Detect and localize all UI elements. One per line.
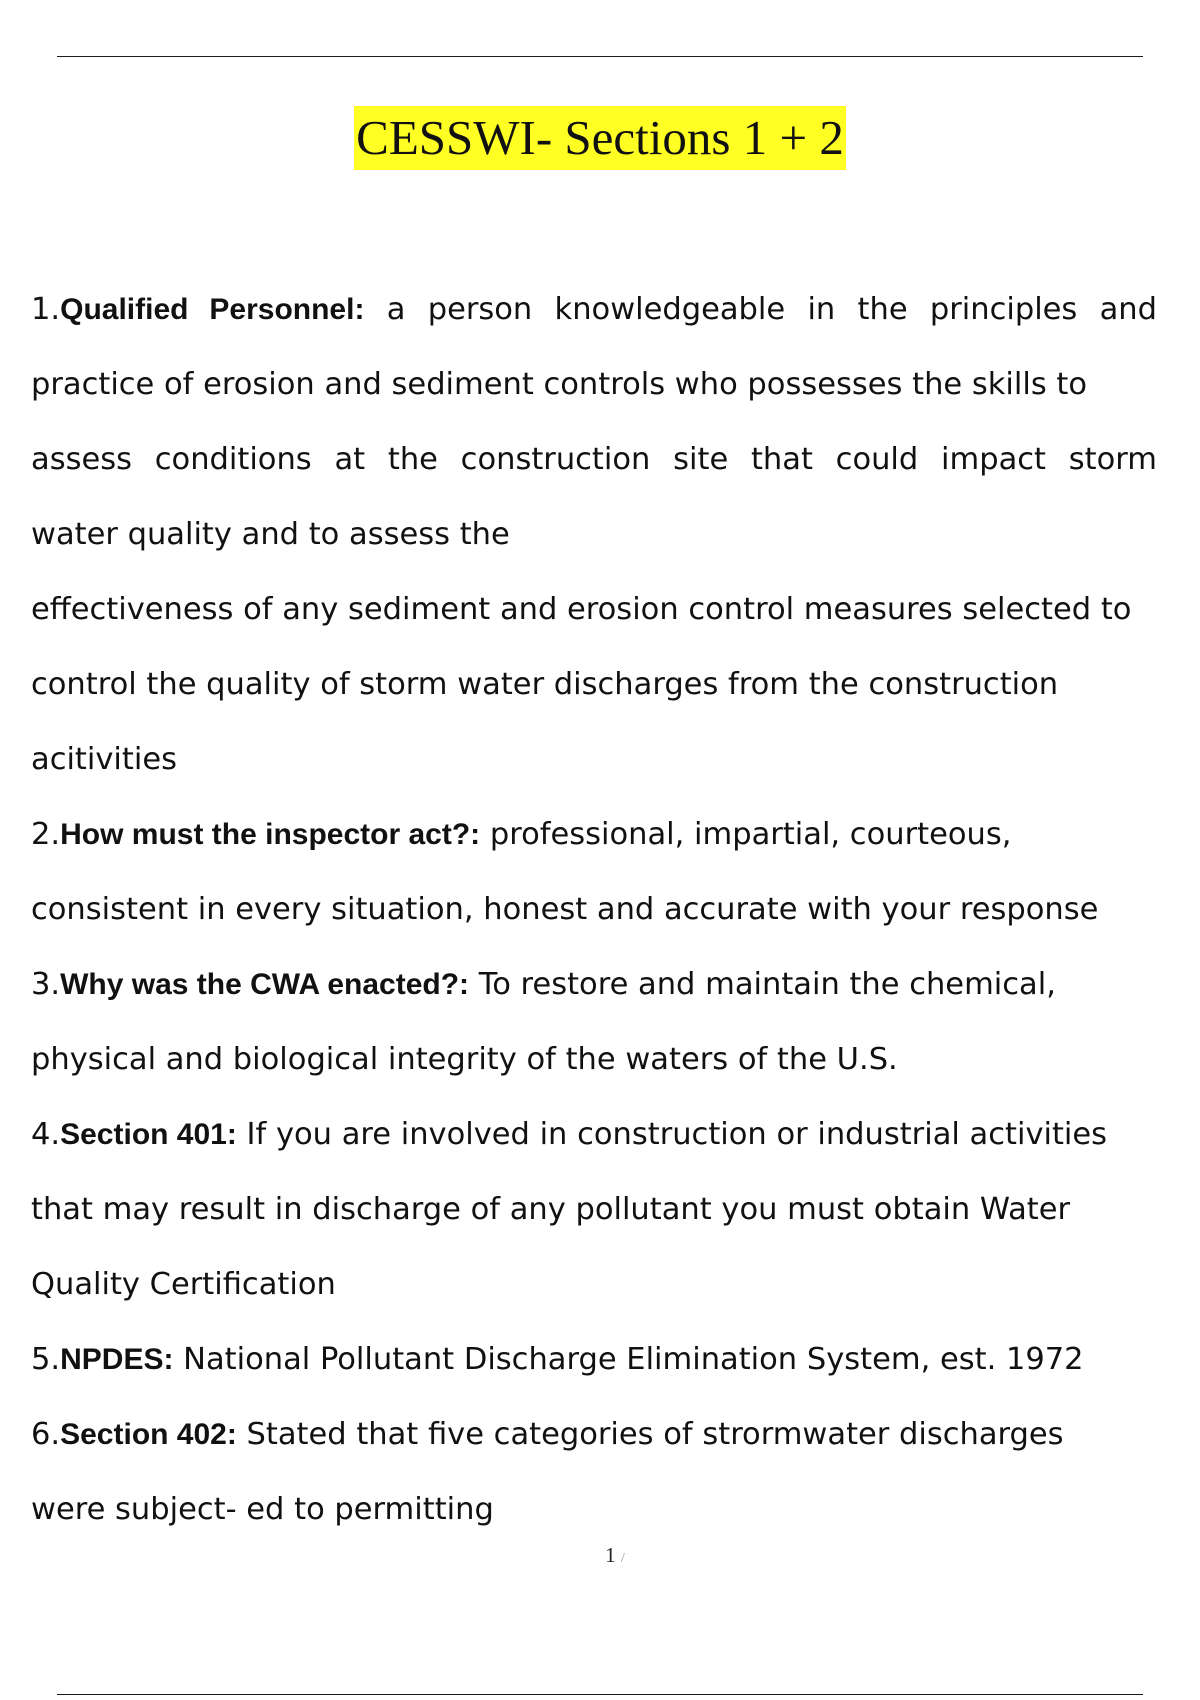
item-line: physical and biological integrity of the waters of the U.S. <box>31 1042 898 1077</box>
item-line <box>31 1397 1195 1472</box>
item-line <box>31 272 1157 347</box>
item-term: Why was the CWA enacted?: <box>60 968 470 1001</box>
item-line: practice of erosion and sediment controls who possesses the skills to <box>31 367 1088 402</box>
item-definition: National Pollutant Discharge Elimination System, est. 1972 <box>173 1342 1084 1377</box>
list-item <box>31 1322 1195 1397</box>
item-number: 6. <box>31 1417 61 1452</box>
item-line: were subject- ed to permitting <box>31 1492 494 1527</box>
item-definition: Stated that five categories of strormwater discharges <box>236 1417 1064 1452</box>
item-definition: To restore and maintain the chemical, <box>469 967 1056 1002</box>
item-line <box>31 1322 1195 1397</box>
document-title: CESSWI- Sections 1 + 2 <box>354 106 846 170</box>
list-item <box>31 1097 1195 1322</box>
item-line <box>31 947 1195 1022</box>
list-item <box>31 947 1195 1097</box>
item-line: effectiveness of any sediment and erosion control measures selected to <box>31 592 1132 627</box>
item-term: Qualified Personnel: <box>60 293 365 326</box>
item-line: consistent in every situation, honest and accurate with your response <box>31 892 1099 927</box>
list-item <box>31 272 1195 797</box>
item-line <box>31 1097 1195 1172</box>
title-container <box>0 106 1200 170</box>
item-line: control the quality of storm water discharges from the construction <box>31 667 1059 702</box>
list-item <box>31 1397 1195 1547</box>
item-line: assess conditions at the construction site that could impact storm <box>31 442 1157 477</box>
item-line: Quality Certification <box>31 1267 336 1302</box>
item-line <box>31 797 1195 872</box>
item-number: 5. <box>31 1342 61 1377</box>
page-number <box>0 1543 1200 1568</box>
item-term: NPDES: <box>60 1343 174 1376</box>
item-definition: If you are involved in construction or industrial activities <box>236 1117 1108 1152</box>
item-definition: professional, impartial, courteous, <box>480 817 1012 852</box>
page-number-value: 1 <box>605 1543 616 1567</box>
item-number: 1. <box>31 292 61 327</box>
list-item <box>31 797 1195 947</box>
item-term: Section 401: <box>60 1118 237 1151</box>
item-number: 2. <box>31 817 61 852</box>
item-definition: a person knowledgeable in the principles and <box>364 292 1157 327</box>
item-number: 3. <box>31 967 61 1002</box>
item-line: that may result in discharge of any pollutant you must obtain Water <box>31 1192 1071 1227</box>
item-term: Section 402: <box>60 1418 237 1451</box>
document-body <box>31 272 1195 1547</box>
item-line: acitivities <box>31 742 177 777</box>
top-rule <box>57 56 1143 57</box>
page-number-separator: / <box>620 1551 625 1566</box>
item-line: water quality and to assess the <box>31 517 510 552</box>
item-term: How must the inspector act?: <box>60 818 481 851</box>
bottom-rule <box>57 1694 1143 1695</box>
item-number: 4. <box>31 1117 61 1152</box>
